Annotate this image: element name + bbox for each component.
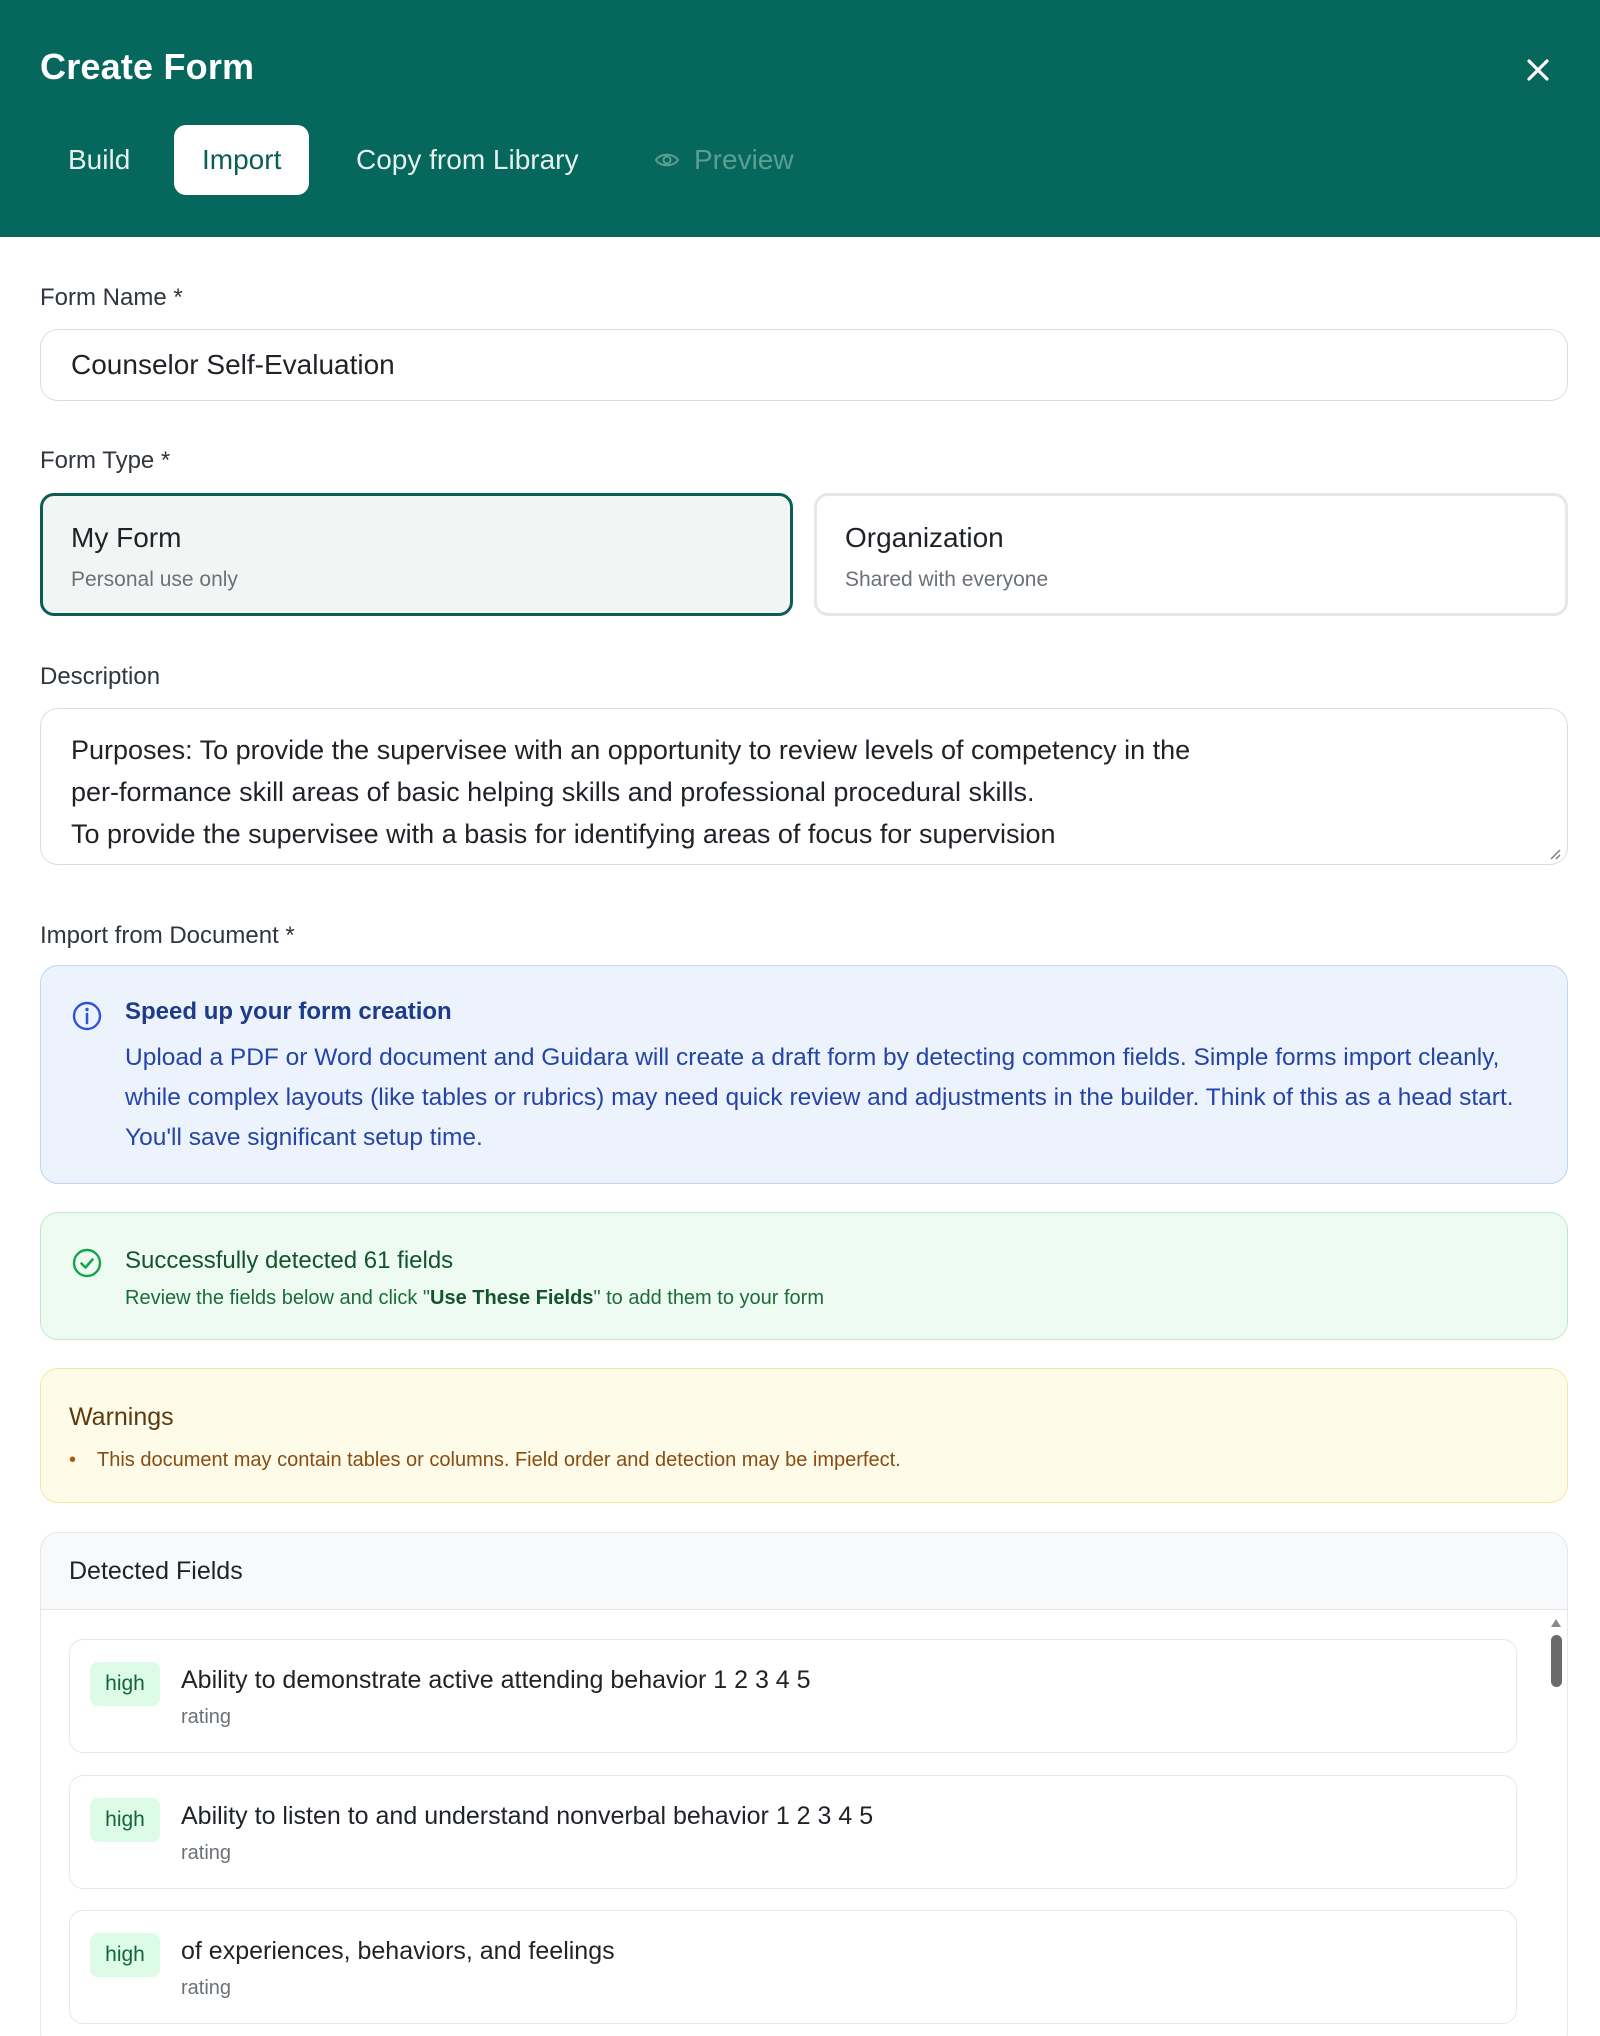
tab-preview[interactable] [654, 125, 794, 195]
success-body-suffix: " to add them to your form [593, 1287, 824, 1309]
tab-import[interactable]: Import [174, 125, 309, 195]
description-label: Description [40, 663, 161, 690]
description-textarea[interactable] [40, 708, 1568, 865]
field-type: rating [181, 1842, 232, 1864]
tab-copy-from-library[interactable]: Copy from Library [356, 144, 579, 175]
warnings-title: Warnings [69, 1403, 174, 1431]
field-label: Ability to demonstrate active attending behavior 1 2 3 4 5 [181, 1666, 811, 1694]
modal-header [0, 0, 1600, 237]
detected-field-item[interactable] [69, 1775, 1517, 1889]
confidence-badge: high [90, 1798, 160, 1842]
option-subtitle: Personal use only [71, 568, 238, 591]
scroll-up-arrow-icon[interactable] [1549, 1617, 1563, 1629]
success-body [125, 1287, 824, 1310]
check-circle-icon [71, 1247, 103, 1279]
warnings-panel [40, 1368, 1568, 1503]
warning-item: • This document may contain tables or columns. Field order and detection may be imperfect. [69, 1449, 901, 1472]
form-name-label: Form Name * [40, 284, 183, 311]
form-name-input[interactable] [40, 329, 1568, 401]
eye-icon [654, 147, 680, 173]
option-subtitle: Shared with everyone [845, 568, 1049, 591]
form-type-option-my-form[interactable] [40, 493, 793, 616]
modal-title: Create Form [40, 46, 255, 87]
info-body: Upload a PDF or Word document and Guidara will create a draft form by detecting common fields. Simple forms import cleanly, while complex layouts (like tables or rubrics) may need quick review and adjustments in the builder. Think of this as a head start. You'll save significant setup time. [125, 1044, 1514, 1151]
use-these-fields-reference: Use These Fields [430, 1287, 594, 1309]
form-type-option-organization[interactable] [814, 493, 1568, 616]
info-title: Speed up your form creation [125, 998, 452, 1025]
field-label: of experiences, behaviors, and feelings [181, 1937, 615, 1965]
detected-field-item[interactable] [69, 1639, 1517, 1753]
tab-build[interactable]: Build [68, 144, 131, 175]
option-title: Organization [845, 522, 1004, 553]
confidence-badge: high [90, 1662, 160, 1706]
description-value: Purposes: To provide the supervisee with an opportunity to review levels of competency in the per-formance skill areas of basic helping skills and professional procedural skills. To provide the supervisee with a basis for identifying areas of focus for supervision [71, 735, 1191, 849]
resize-handle-icon[interactable] [1547, 846, 1561, 860]
field-label: Ability to listen to and understand nonverbal behavior 1 2 3 4 5 [181, 1802, 874, 1830]
detected-fields-title: Detected Fields [69, 1557, 243, 1585]
warnings-list [69, 1449, 901, 1472]
close-button[interactable] [1518, 50, 1558, 90]
info-panel [40, 965, 1568, 1184]
tab-preview-label: Preview [694, 144, 794, 175]
confidence-badge: high [90, 1933, 160, 1977]
info-icon [71, 1000, 103, 1032]
import-label: Import from Document * [40, 922, 295, 949]
close-icon [1518, 50, 1558, 90]
field-type: rating [181, 1706, 232, 1728]
option-title: My Form [71, 522, 182, 553]
form-name-value: Counselor Self-Evaluation [71, 349, 395, 380]
field-type: rating [181, 1977, 232, 1999]
detected-field-item[interactable] [69, 1910, 1517, 2024]
detected-fields-header [41, 1533, 1567, 1610]
success-panel [40, 1212, 1568, 1340]
success-body-prefix: Review the fields below and click " [125, 1287, 431, 1309]
detected-fields-panel [40, 1532, 1568, 2036]
scrollbar-thumb[interactable] [1551, 1635, 1562, 1687]
success-title: Successfully detected 61 fields [125, 1247, 454, 1274]
form-type-label: Form Type * [40, 447, 171, 474]
